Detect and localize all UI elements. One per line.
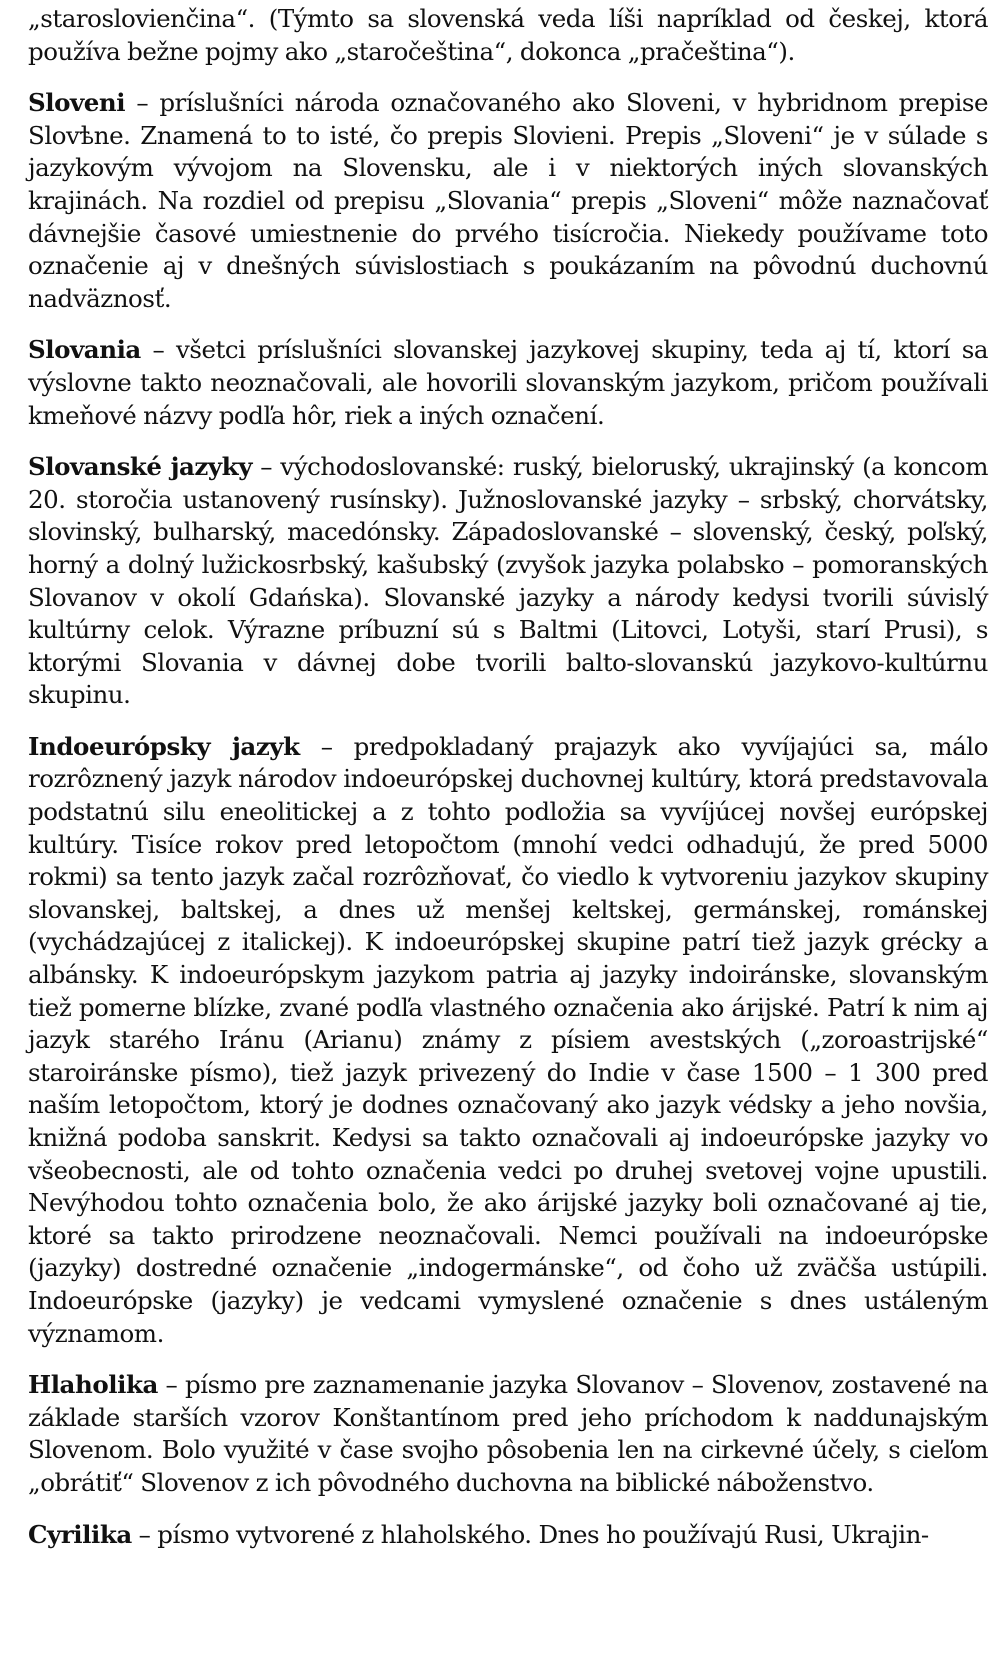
entry-definition: – príslušníci národa označovaného ako Sloveni, v hybridnom prepise Slovѣne. Znamená to to isté, čo prepis Slovieni. Prepis „Sloveni“ je v súlade s jazykovým vývojom na Slovensku, ale i v niektorých iných slovanských krajinách. Na rozdiel od prepisu „Slovania“ prepis „Sloveni“ môže naznačovať dávnejšie časové umiestnenie do prvého tisícročia. Niekedy používame toto označenie aj v dnešných súvislostiach s poukázaním na pôvodnú duchovnú nadväznosť.	[28, 88, 988, 313]
paragraph-continuation	[28, 3, 988, 68]
paragraph-text: „staroslovienčina“. (Týmto sa slovenská veda líši napríklad od českej, ktorá používa bežne pojmy ako „staročeština“, dokonca „pračeština“).	[28, 4, 988, 66]
term-heading: Hlaholika	[28, 1370, 158, 1400]
entry-hlaholika	[28, 1369, 988, 1499]
term-heading: Slovania	[28, 335, 141, 365]
entry-indoeuropsky-jazyk	[28, 731, 988, 1350]
entry-cyrilika	[28, 1519, 988, 1552]
term-heading: Indoeurópsky jazyk	[28, 731, 300, 761]
term-heading: Slovanské jazyky	[28, 452, 252, 482]
entry-definition: – predpokladaný prajazyk ako vyvíjajúci sa, málo rozrôznený jazyk národov indoeurópskej duchovnej kultúry, ktorá predstavovala podstatnú silu eneolitickej a z tohto podložia sa vyvíjúcej novšej európskej kultúry. Tisíce rokov pred letopočtom (mnohí vedci odhadujú, že pred 5000 rokmi) sa tento jazyk začal rozrôzňovať, čo viedlo k vytvoreniu jazykov skupiny slovanskej, baltskej, a dnes už menšej keltskej, germánskej, románskej (vychádzajúcej z italickej). K indoeurópskej skupine patrí tiež jazyk grécky a albánsky. K indoeurópskym jazykom patria aj jazyky indoiránske, slovanským tiež pomerne blízke, zvané podľa vlastného označenia ako árijské. Patrí k nim aj jazyk starého Iránu (Arianu) známy z písiem avestských („zoroastrijské“ staroiránske písmo), tiež jazyk privezený do Indie v čase 1500 – 1 300 pred naším letopočtom, ktorý je dodnes označovaný ako jazyk védsky a jeho novšia, knižná podoba sanskrit. Kedysi sa takto označovali aj indoeurópske jazyky vo všeobecnosti, ale od tohto označenia vedci po druhej svetovej vojne upustili. Nevýhodou tohto označenia bolo, že ako árijské jazyky boli označované aj tie, ktoré sa takto prirodzene neoznačovali. Nemci používali na indoeurópske (jazyky) dostredné označenie „indogermánske“, od čoho už zväčša ustúpili. Indoeurópske (jazyky) je vedcami vymyslené označenie s dnes ustáleným významom.	[28, 731, 988, 1348]
document-page	[28, 0, 988, 1570]
entry-definition: – východoslovanské: ruský, bieloruský, ukrajinský (a koncom 20. storočia ustanovený rusínsky). Južnoslovanské jazyky – srbský, chorvátsky, slovinský, bulharský, macedónsky. Západoslovanské – slovenský, český, poľský, horný a dolný lužickosrbský, kašubský (zvyšok jazyka polabsko – pomoranských Slovanov v okolí Gdańska). Slovanské jazyky a národy kedysi tvorili súvislý kultúrny celok. Výrazne príbuzní sú s Baltmi (Litovci, Lotyši, starí Prusi), s ktorými Slovania v dávnej dobe tvorili balto-slovanskú jazykovo-kultúrnu skupinu.	[28, 452, 988, 710]
entry-definition: – písmo pre zaznamenanie jazyka Slovanov – Slovenov, zostavené na základe starších vzorov Konštantínom pred jeho príchodom k naddunajským Slovenom. Bolo využité v čase svojho pôsobenia len na cirkevné účely, s cieľom „obrátiť“ Slovenov z ich pôvodného duchovna na biblické náboženstvo.	[28, 1370, 988, 1497]
entry-definition: – všetci príslušníci slovanskej jazykovej skupiny, teda aj tí, ktorí sa výslovne takto neoznačovali, ale hovorili slovanským jazykom, pričom používali kmeňové názvy podľa hôr, riek a iných označení.	[28, 335, 988, 430]
entry-definition: – písmo vytvorené z hlaholského. Dnes ho používajú Rusi, Ukrajin-	[131, 1519, 929, 1549]
entry-slovania	[28, 334, 988, 432]
entry-sloveni	[28, 87, 988, 315]
term-heading: Sloveni	[28, 88, 126, 118]
entry-slovanske-jazyky	[28, 451, 988, 712]
term-heading: Cyrilika	[28, 1519, 132, 1549]
